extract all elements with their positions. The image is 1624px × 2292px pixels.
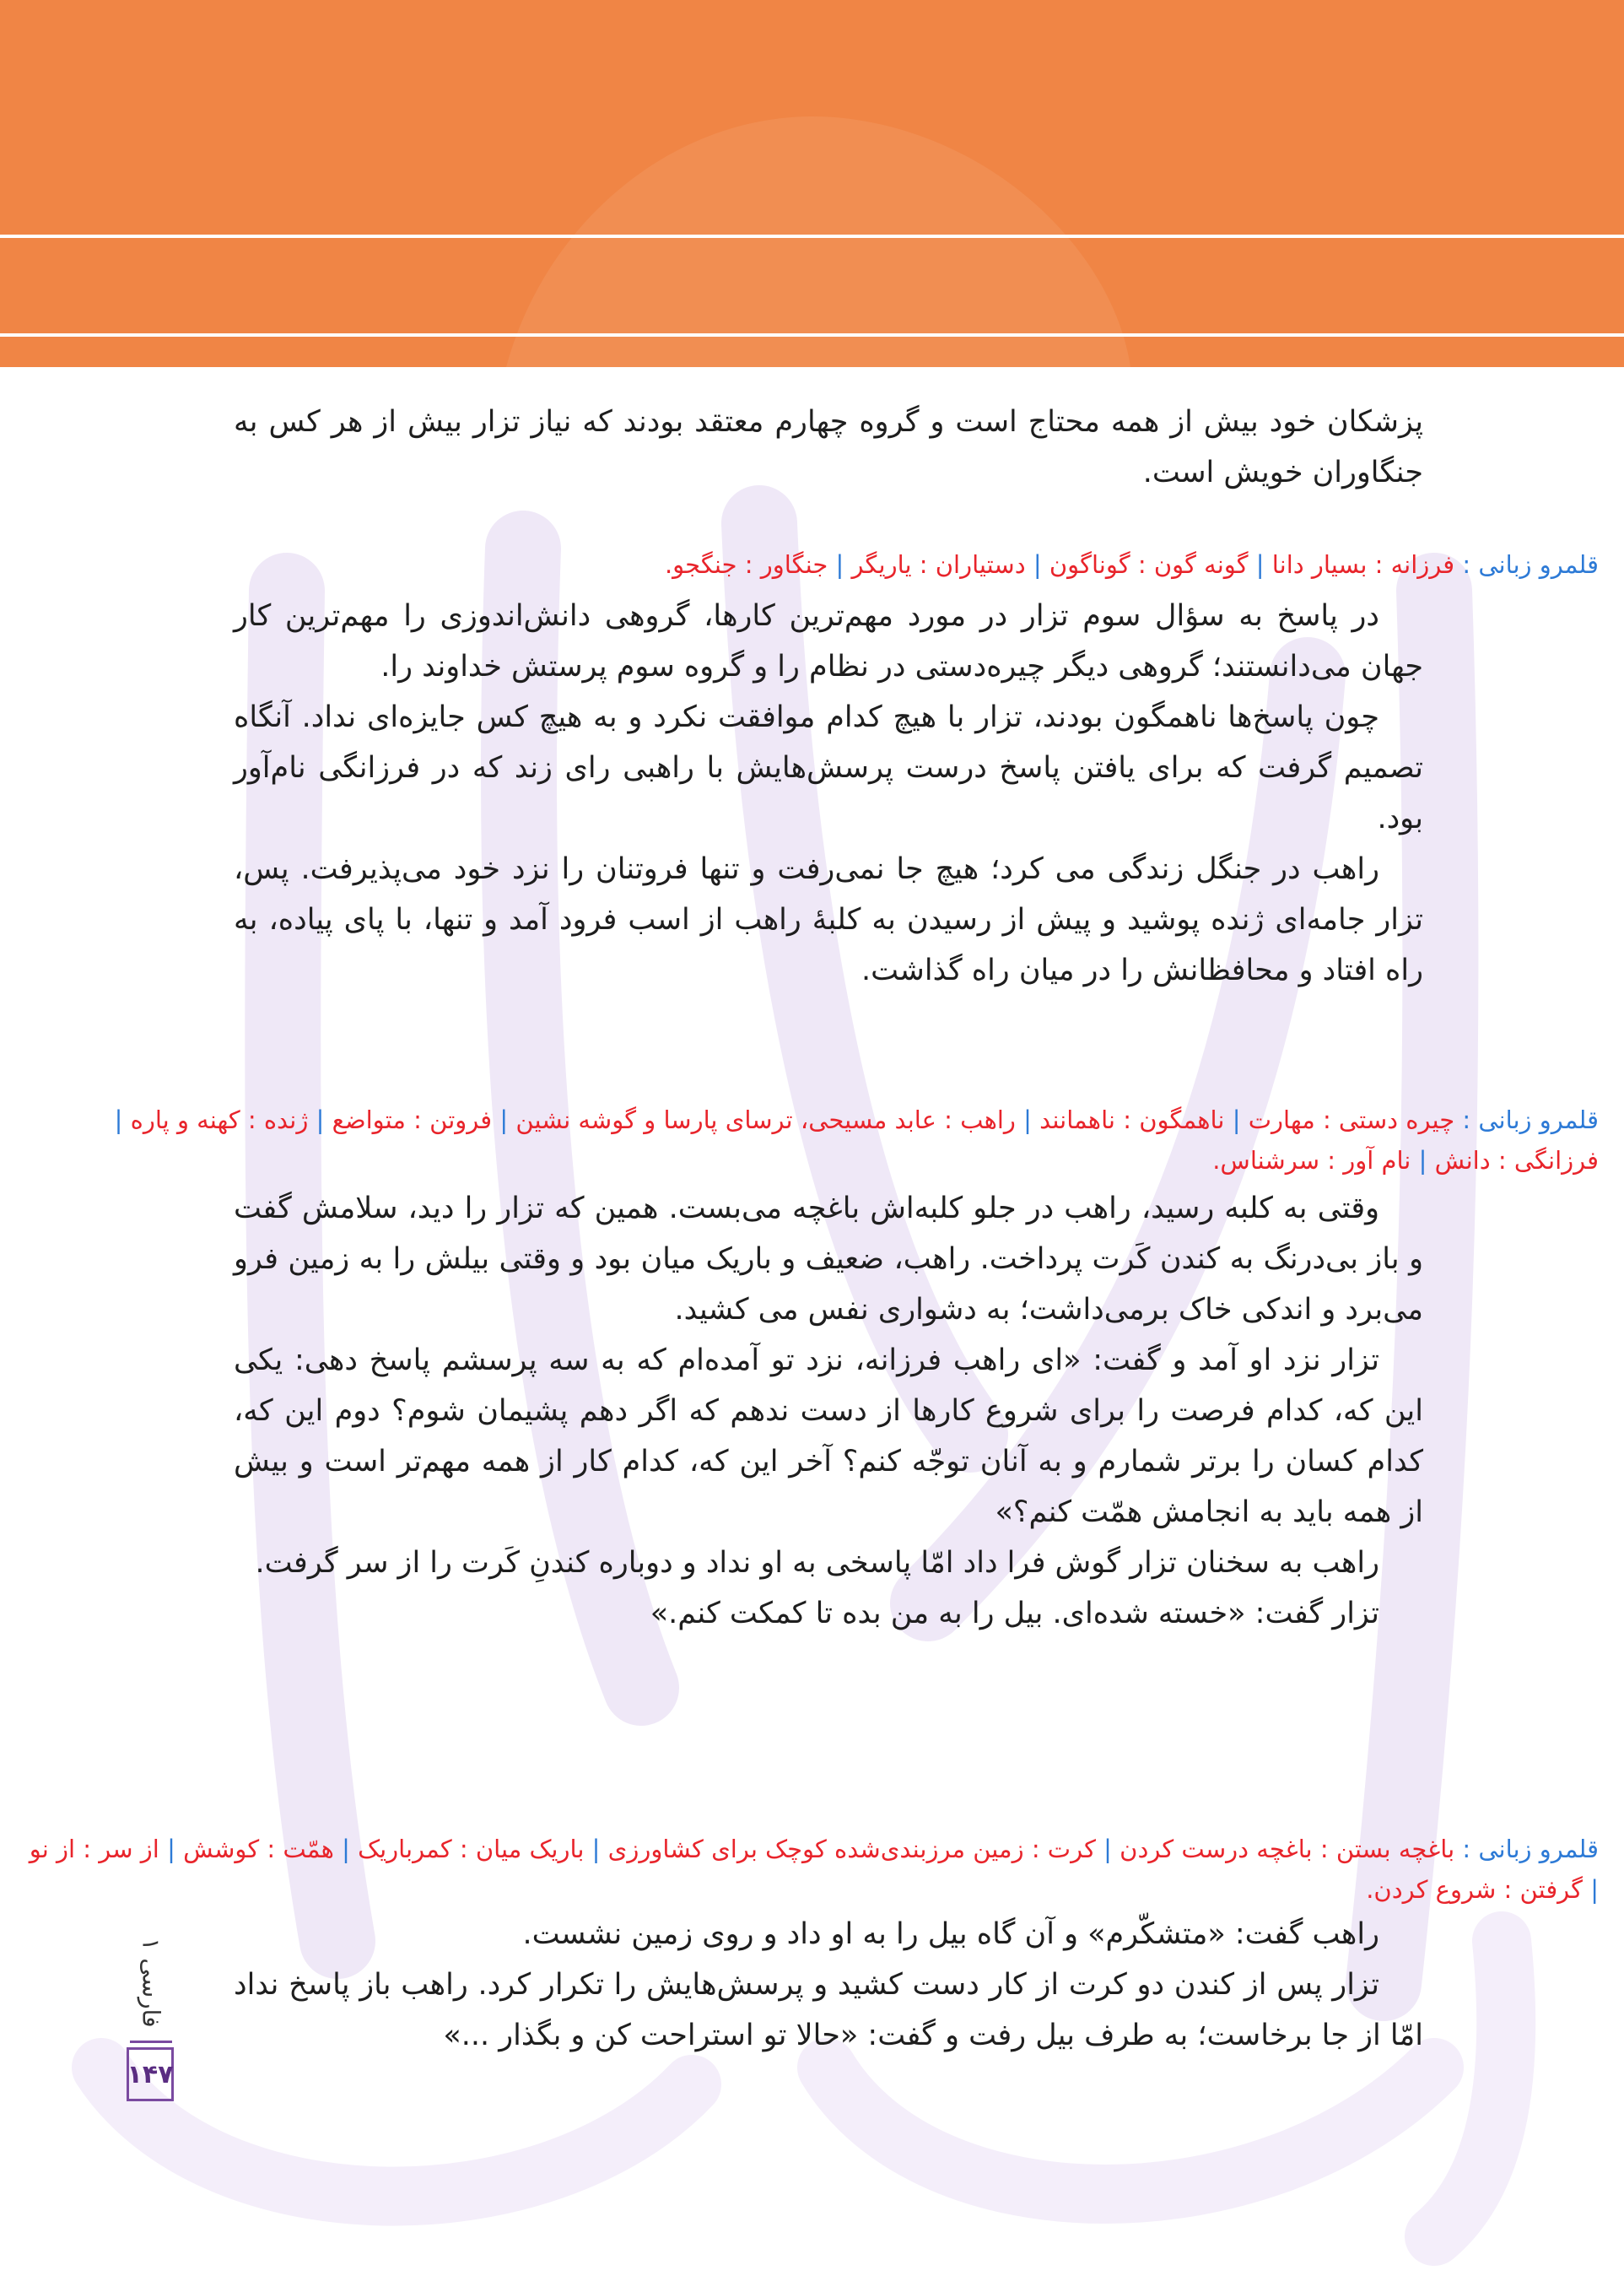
paragraph: راهب گفت: «متشکّرم» و آن گاه بیل را به او داد و روی زمین نشست.: [522, 1917, 1379, 1951]
paragraph: تزار گفت: «خسته شده‌ای. بیل را به من بده تا کمکت کنم.»: [650, 1597, 1379, 1630]
glossary-box-1: قلمرو زبانی : فرزانه : بسیار دانا | گونه گون : گوناگون | دستیاران : یاریگر | جنگاور : جنگجو.: [664, 550, 1599, 579]
glossary-entry: همّت : کوشش: [183, 1835, 334, 1863]
page-footer-box: [125, 1927, 177, 2115]
glossary-label: قلمرو زبانی :: [1462, 1835, 1599, 1863]
page-header-band: [0, 0, 1624, 367]
text-section-4: [234, 1909, 1423, 2061]
page-divider: [130, 2041, 172, 2043]
glossary-entry: گونه گون : گوناگون: [1049, 550, 1249, 579]
paragraph: پزشکان خود بیش از همه محتاج است و گروه چهارم معتقد بودند که نیاز تزار بیش از هر کس به جنگاوران خویش است.: [234, 405, 1423, 489]
book-name: [125, 1927, 177, 2037]
paragraph: چون پاسخ‌ها ناهمگون بودند، تزار با هیچ کدام موافقت نکرد و به هیچ کس جایزه‌ای نداد. آنگاه تصمیم گرفت که برای یافتن پاسخ درست پرسش‌هایش با راهبی رای زند که در فرزانگی نام‌آور بود.: [234, 700, 1423, 835]
paragraph: وقتی به کلبه رسید، راهب در جلو کلبه‌اش باغچه می‌بست. همین که تزار را دید، سلامش گفت و باز بی‌درنگ به کندن کَرت پرداخت. راهب، ضعیف و باریک میان بود و وقتی بیلش را به زمین فرو می‌برد و اندکی خاک برمی‌داشت؛ به دشواری نفس می کشید.: [234, 1192, 1423, 1327]
glossary-entry: فرزانه : بسیار دانا: [1271, 550, 1455, 579]
glossary-entry: فرزانگی : دانش: [1434, 1146, 1599, 1175]
text-section-1: [234, 397, 1423, 498]
glossary-label: قلمرو زبانی :: [1462, 550, 1599, 579]
paragraph: تزار نزد او آمد و گفت: «ای راهب فرزانه، نزد تو آمده‌ام که به سه پرسشم پاسخ دهی: یکی این که، کدام فرصت را برای شروع کارها از دست ندهم که اگر دهم پشیمان شوم؟ دوم این که، کدام کسان را برتر شمارم و به آنان توجّه کنم؟ آخر این که، کدام کار از همه مهم‌تر است و بیش از همه باید به انجامش همّت کنم؟»: [234, 1343, 1423, 1529]
text-section-2: [234, 591, 1423, 996]
text-section-3: [234, 1183, 1423, 1639]
glossary-entry: باغچه بستن : باغچه درست کردن: [1120, 1835, 1455, 1863]
header-line-bottom: [0, 333, 1624, 337]
glossary-entry: از سر : از نو: [29, 1835, 159, 1863]
header-line-top: [0, 235, 1624, 238]
glossary-box-2: قلمرو زبانی : چیره دستی : مهارت | ناهمگون : ناهمانند | راهب : عابد مسیحی، ترسای پارسا و گوشه نشین | فروتن : متواضع | ژنده : کهنه و پاره | فرزانگی : دانش | نام آور : سرشناس.: [114, 1105, 1599, 1175]
paragraph: راهب در جنگل زندگی می کرد؛ هیچ جا نمی‌رفت و تنها فروتنان را نزد خود می‌پذیرفت. پس، تزار جامه‌ای ژنده پوشید و پیش از رسیدن به کلبهٔ راهب از اسب فرود آمد و تنها، با پای پیاده، به راه افتاد و محافظانش را در میان راه گذاشت.: [234, 852, 1423, 987]
glossary-entry: چیره دستی : مهارت: [1248, 1105, 1455, 1134]
paragraph: تزار پس از کندن دو کرت از کار دست کشید و پرسش‌هایش را تکرار کرد. راهب باز پاسخ نداد امّا از جا برخاست؛ به طرف بیل رفت و گفت: «حالا تو استراحت کن و بگذار ...»: [234, 1968, 1423, 2052]
glossary-entry: نام آور : سرشناس.: [1212, 1146, 1411, 1175]
glossary-entry: راهب : عابد مسیحی، ترسای پارسا و گوشه نشین: [515, 1105, 1016, 1134]
paragraph: راهب به سخنان تزار گوش فرا داد امّا پاسخی به او نداد و دوباره کندنِ کَرت را از سر گرفت.: [255, 1546, 1379, 1580]
page-number: ۱۴۷: [127, 2047, 174, 2101]
glossary-entry: کرت : زمین مرزبندی‌شده کوچک برای کشاورزی: [607, 1835, 1096, 1863]
glossary-entry: جنگاور : جنگجو.: [664, 550, 828, 579]
glossary-entry: باریک میان : کمرباریک: [358, 1835, 585, 1863]
glossary-entry: دستیاران : یاریگر: [851, 550, 1026, 579]
glossary-box-3: قلمرو زبانی : باغچه بستن : باغچه درست کردن | کرت : زمین مرزبندی‌شده کوچک برای کشاورزی | باریک میان : کمرباریک | همّت : کوشش | از سر : از نو | گرفتن : شروع کردن.: [29, 1835, 1599, 1904]
book-name-text: فارسی ۱: [137, 1937, 165, 2028]
glossary-label: قلمرو زبانی :: [1462, 1105, 1599, 1134]
paragraph: در پاسخ به سؤال سوم تزار در مورد مهم‌ترین کارها، گروهی دانش‌اندوزی را مهم‌ترین کار جهان می‌دانستند؛ گروهی دیگر چیره‌دستی در نظام را و گروه سوم پرستش خداوند را.: [234, 599, 1423, 684]
glossary-entry: فروتن : متواضع: [332, 1105, 493, 1134]
glossary-entry: ژنده : کهنه و پاره: [130, 1105, 309, 1134]
glossary-entry: ناهمگون : ناهمانند: [1039, 1105, 1225, 1134]
glossary-entry: گرفتن : شروع کردن.: [1366, 1875, 1583, 1904]
header-decoration: [0, 0, 1624, 367]
